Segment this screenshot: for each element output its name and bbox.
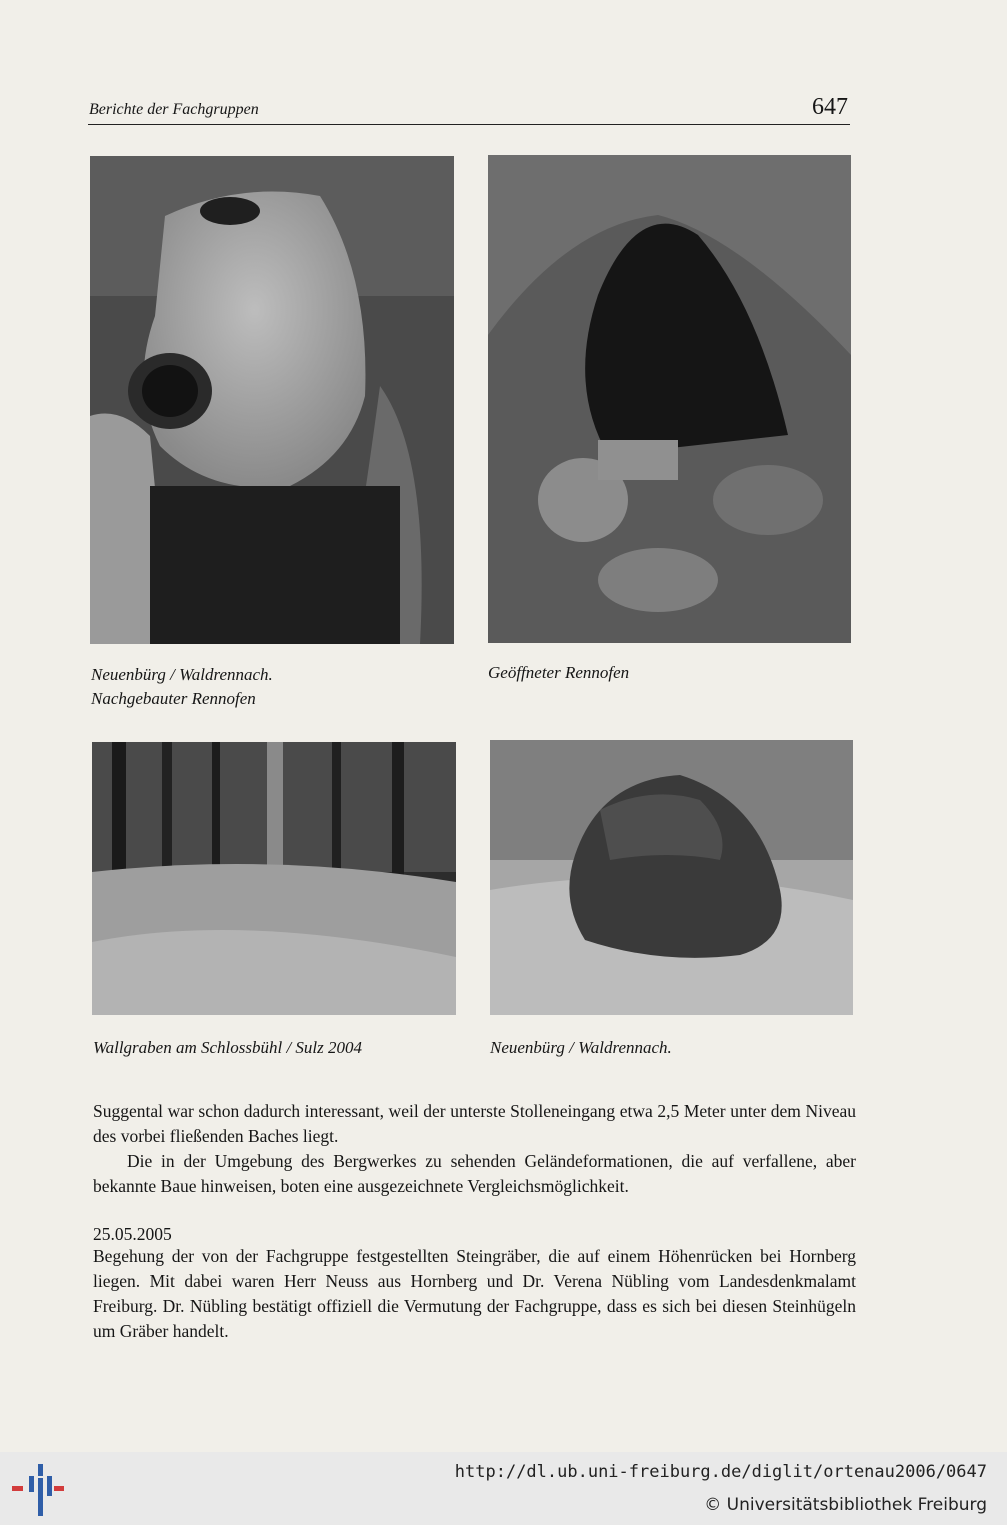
figure-caption-2: Geöffneter Rennofen [488, 663, 630, 682]
figure-caption-1-line1: Neuenbürg / Waldrennach. [91, 665, 273, 684]
permalink-url[interactable]: http://dl.ub.uni-freiburg.de/diglit/ortenau2006/0647 [454, 1462, 987, 1482]
photo-forest-trench [92, 742, 456, 1015]
photo-rebuilt-furnace [90, 156, 454, 644]
header-rule [88, 124, 850, 125]
entry-date: 25.05.2005 [93, 1224, 172, 1244]
running-title: Berichte der Fachgruppen [89, 101, 259, 118]
body-paragraph-2: Die in der Umgebung des Bergwerkes zu sehenden Geländeformationen, die auf verfallene, aber bekannte Baue hinweisen, boten eine ausgezeichnete Vergleichsmöglichkeit. [93, 1151, 856, 1196]
copyright-notice: © Universitätsbibliothek Freiburg [704, 1495, 987, 1515]
body-paragraph-1: Suggental war schon dadurch interessant, weil der unterste Stolleneingang etwa 2,5 Meter unter dem Niveau des vorbei fließenden Baches liegt. [93, 1101, 856, 1146]
page-number: 647 [812, 94, 848, 120]
library-footer [0, 1452, 1007, 1525]
body-paragraph-3: Begehung der von der Fachgruppe festgestellten Steingräber, die auf einem Höhenrücken bei Hornberg liegen. Mit dabei waren Herr Neuss aus Hornberg und Dr. Verena Nübling vom Landesdenkmalamt Freiburg. Dr. Nübling bestätigt offiziell die Vermutung der Fachgruppe, dass es sich bei diesen Steinhügeln um Gräber handelt. [93, 1246, 856, 1341]
photo-slag-lump [490, 740, 853, 1015]
figure-caption-3: Wallgraben am Schlossbühl / Sulz 2004 [93, 1038, 363, 1057]
figure-caption-1-line2: Nachgebauter Rennofen [91, 689, 256, 708]
figure-caption-4: Neuenbürg / Waldrennach. [490, 1038, 672, 1057]
ub-freiburg-logo-icon[interactable] [12, 1462, 64, 1518]
photo-opened-furnace [488, 155, 851, 643]
figure-caption-1 [91, 663, 273, 711]
